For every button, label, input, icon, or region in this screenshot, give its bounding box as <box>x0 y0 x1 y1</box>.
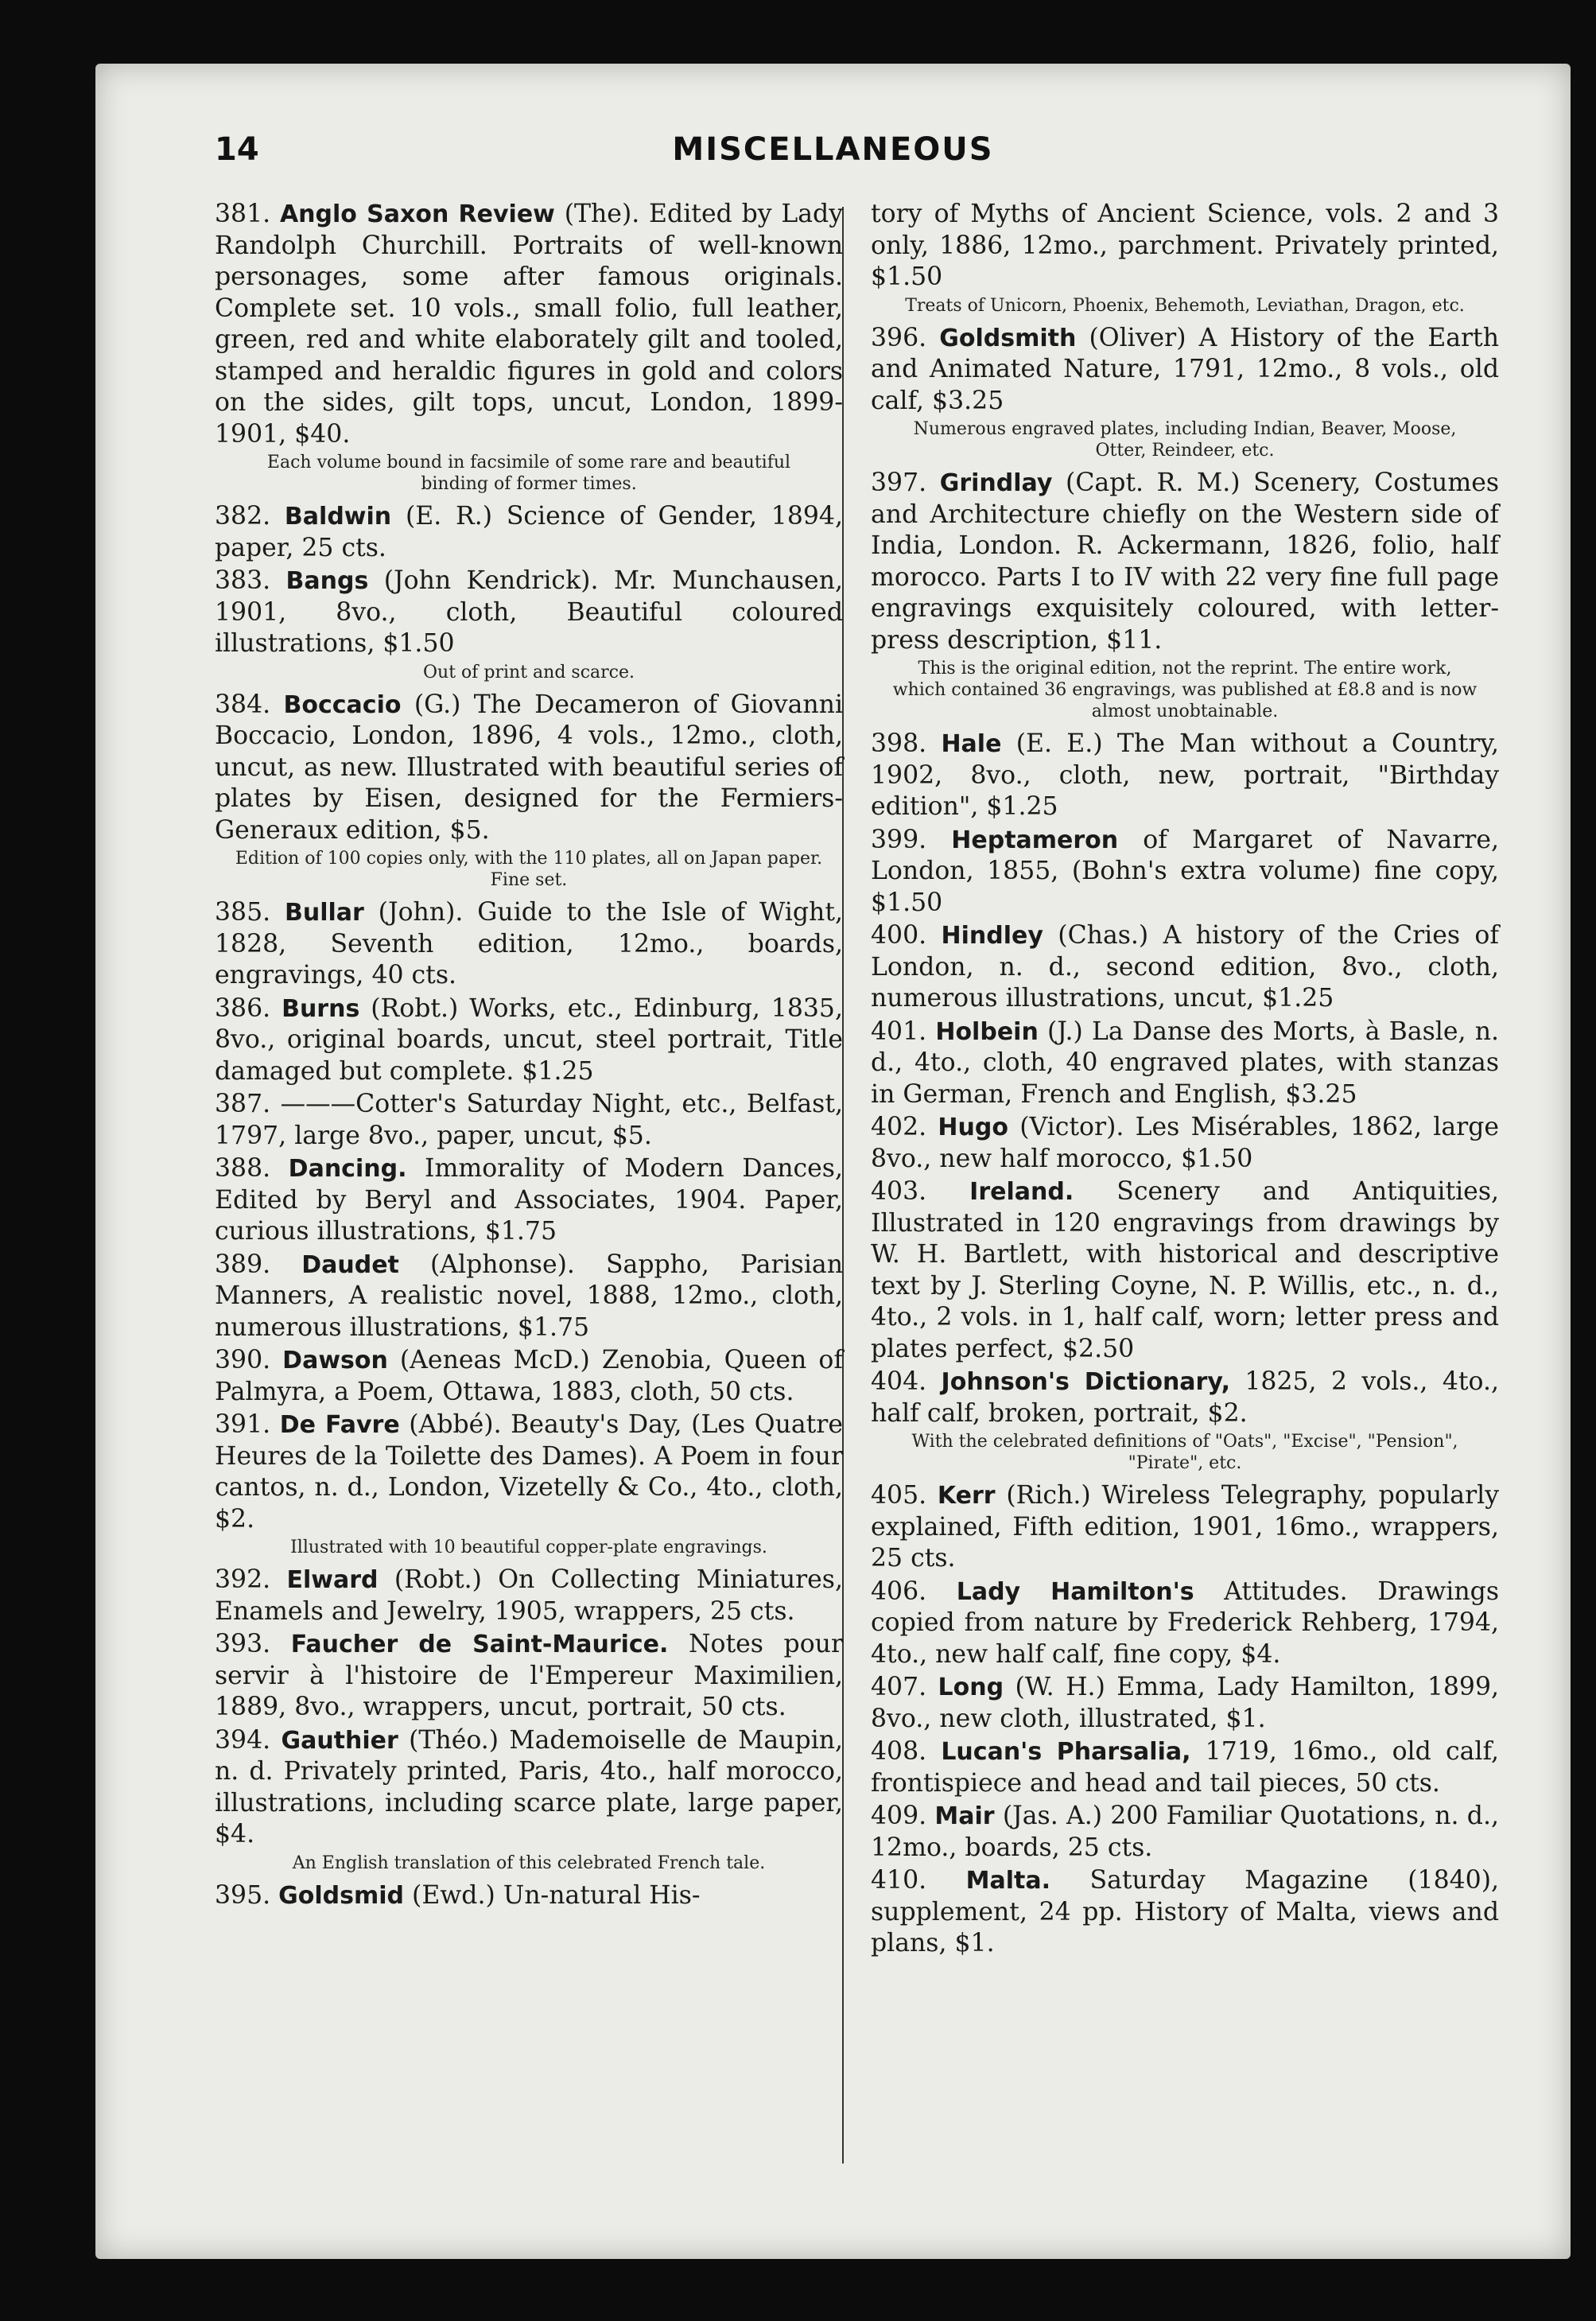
entry-number: 388. <box>215 1154 289 1183</box>
entry-number: 392. <box>215 1565 287 1594</box>
entry-number: 408. <box>871 1737 942 1766</box>
entry-number: 382. <box>215 502 285 531</box>
entry-description: (Robt.) On Collecting Miniatures, Enamels and Jewelry, 1905, wrappers, 25 cts. <box>215 1565 843 1626</box>
entry-heading: Bangs <box>285 567 369 595</box>
catalogue-entry <box>871 1480 1499 1575</box>
entry-number: 400. <box>871 921 942 950</box>
entry-description: Notes pour servir à l'histoire de l'Empereur Maximilien, 1889, 8vo., wrappers, uncut, portrait, 50 cts. <box>215 1630 843 1721</box>
entry-heading: Hugo <box>938 1114 1008 1141</box>
entry-description: (Ewd.) Un-natural His- <box>404 1880 701 1910</box>
entry-description: (Aeneas McD.) Zenobia, Queen of Palmyra, a Poem, Ottawa, 1883, cloth, 50 cts. <box>215 1346 843 1406</box>
entry-heading: Malta. <box>965 1867 1051 1895</box>
entry-heading: Anglo Saxon Review <box>279 200 555 228</box>
entry-note: Each volume bound in facsimile of some rare and beautiful binding of former times. <box>266 453 791 494</box>
catalogue-entry <box>871 1672 1499 1735</box>
entry-number: 410. <box>871 1866 966 1895</box>
catalogue-entry <box>215 501 843 564</box>
entry-description: (Chas.) A history of the Cries of London, n. d., second edition, 8vo., cloth, numerous illustrations, uncut, $1.25 <box>871 921 1499 1013</box>
catalogue-page <box>95 64 1571 2259</box>
entry-note: This is the original edition, not the reprint. The entire work, which contained 36 engravings, was published at £8.8 and is now almost unobtainable. <box>892 659 1478 721</box>
entry-description: (Alphonse). Sappho, Parisian Manners, A realistic novel, 1888, 12mo., cloth, numerous illustrations, $1.75 <box>215 1250 843 1342</box>
entry-heading: Long <box>938 1674 1004 1701</box>
entry-number: 399. <box>871 825 952 854</box>
entry-number: 405. <box>871 1481 938 1510</box>
entry-description: (Robt.) Works, etc., Edinburg, 1835, 8vo., original boards, uncut, steel portrait, Title damaged but complete. $1.25 <box>215 993 843 1086</box>
catalogue-entry <box>871 1176 1499 1365</box>
catalogue-entry <box>215 1409 843 1535</box>
entry-description: 1719, 16mo., old calf, frontispiece and head and tail pieces, 50 cts. <box>871 1737 1499 1798</box>
entry-description: (Capt. R. M.) Scenery, Costumes and Architecture chiefly on the Western side of India, London. R. Ackermann, 1826, folio, half morocco. Parts I to IV with 22 very fine full page engravings exquisitely coloured, with letter-press description, $11. <box>871 468 1500 655</box>
entry-number: 389. <box>215 1250 302 1279</box>
catalogue-entry <box>871 323 1499 418</box>
catalogue-entry <box>215 993 843 1088</box>
entry-heading: Johnson's Dictionary, <box>941 1368 1230 1396</box>
catalogue-entry <box>871 1017 1499 1111</box>
entry-number: 393. <box>215 1630 291 1658</box>
entry-number: 404. <box>871 1367 942 1396</box>
entry-number: 384. <box>215 690 284 719</box>
entry-description: of Margaret of Navarre, London, 1855, (Bohn's extra volume) fine copy, $1.50 <box>871 825 1499 917</box>
catalogue-entry <box>215 897 843 992</box>
entry-note: Out of print and scarce. <box>423 662 635 682</box>
entry-number: 407. <box>871 1673 938 1701</box>
entry-number: 387. <box>215 1090 281 1118</box>
entry-description: (E. R.) Science of Gender, 1894, paper, 25 cts. <box>215 502 843 562</box>
catalogue-entry <box>871 1112 1499 1175</box>
catalogue-entry <box>215 1565 843 1627</box>
entry-description: (Théo.) Mademoiselle de Maupin, n. d. Privately printed, Paris, 4to., half morocco, illustrations, including scarce plate, large paper, $4. <box>215 1725 843 1849</box>
catalogue-entry <box>215 1629 843 1724</box>
entry-description: ———Cotter's Saturday Night, etc., Belfast, 1797, large 8vo., paper, uncut, $5. <box>215 1090 843 1150</box>
entry-description: (John Kendrick). Mr. Munchausen, 1901, 8vo., cloth, Beautiful coloured illustrations, $1.50 <box>215 566 844 658</box>
entry-note: With the celebrated definitions of "Oats", "Excise", "Pension", "Pirate", etc. <box>911 1432 1458 1473</box>
catalogue-entry <box>871 1865 1499 1960</box>
entry-number: 386. <box>215 993 282 1023</box>
entry-note: An English translation of this celebrated French tale. <box>292 1853 766 1873</box>
entry-heading: Dawson <box>282 1347 388 1374</box>
entry-description: (Victor). Les Misérables, 1862, large 8vo., new half morocco, $1.50 <box>871 1113 1499 1173</box>
entry-number: 397. <box>871 468 940 497</box>
catalogue-entry <box>871 199 1499 294</box>
entry-number: 401. <box>871 1017 936 1046</box>
entry-description: Immorality of Modern Dances, Edited by Beryl and Associates, 1904. Paper, curious illustrations, $1.75 <box>215 1154 843 1246</box>
entry-heading: Goldsmid <box>278 1881 405 1910</box>
running-head: MISCELLANEOUS <box>672 131 994 168</box>
entry-number: 391. <box>215 1410 280 1439</box>
entry-description: Saturday Magazine (1840), supplement, 24 pp. History of Malta, views and plans, $1. <box>871 1866 1499 1957</box>
entry-description: (J.) La Danse des Morts, à Basle, n. d., 4to., cloth, 40 engraved plates, with stanzas in German, French and English, $3.25 <box>871 1017 1499 1109</box>
catalogue-entry <box>215 1153 843 1248</box>
entry-number: 403. <box>871 1177 970 1206</box>
entry-heading: Goldsmith <box>939 324 1077 352</box>
entry-heading: Hale <box>941 730 1002 758</box>
entry-note: Numerous engraved plates, including Indian, Beaver, Moose, Otter, Reindeer, etc. <box>913 419 1457 461</box>
entry-heading: Burns <box>282 994 360 1023</box>
entry-heading: Heptameron <box>951 826 1119 854</box>
entry-note: Treats of Unicorn, Phoenix, Behemoth, Leviathan, Dragon, etc. <box>905 295 1465 316</box>
catalogue-entry <box>871 468 1499 656</box>
entry-number: 409. <box>871 1802 935 1830</box>
entry-description: (W. H.) Emma, Lady Hamilton, 1899, 8vo., new cloth, illustrated, $1. <box>871 1673 1500 1733</box>
entry-description: (John). Guide to the Isle of Wight, 1828, Seventh edition, 12mo., boards, engravings, 40 cts. <box>215 898 843 989</box>
entry-description: Attitudes. Drawings copied from nature by Frederick Rehberg, 1794, 4to., new half calf, fine copy, $4. <box>871 1576 1499 1669</box>
entry-number: 396. <box>871 323 940 352</box>
catalogue-entry <box>871 1367 1499 1429</box>
entry-heading: Gauthier <box>281 1726 398 1755</box>
entry-heading: Kerr <box>937 1482 996 1510</box>
entry-description: (Abbé). Beauty's Day, (Les Quatre Heures de la Toilette des Dames). A Poem in four cantos, n. d., London, Vizetelly & Co., 4to., cloth, $2. <box>215 1410 844 1534</box>
entry-number: 390. <box>215 1346 283 1374</box>
catalogue-entry <box>871 1736 1499 1799</box>
entry-heading: Mair <box>934 1802 995 1830</box>
right-column <box>871 199 1499 1961</box>
catalogue-entry <box>871 1576 1499 1671</box>
entry-description: tory of Myths of Ancient Science, vols. 2 and 3 only, 1886, 12mo., parchment. Privately printed, $1.50 <box>871 200 1499 291</box>
entry-description: Scenery and Antiquities, Illustrated in 120 engravings from drawings by W. H. Bartlett, with historical and descriptive text by J. Sterling Coyne, N. P. Willis, etc., n. d., 4to., 2 vols. in 1, half calf, worn; letter press and plates perfect, $2.50 <box>871 1177 1499 1363</box>
entry-heading: Bullar <box>284 899 364 927</box>
entry-number: 394. <box>215 1725 282 1755</box>
catalogue-entry <box>215 199 843 450</box>
entry-heading: Dancing. <box>288 1155 407 1183</box>
catalogue-entry <box>871 729 1499 823</box>
entry-number: 381. <box>215 200 280 228</box>
entry-heading: Boccacio <box>283 690 402 719</box>
entry-heading: Elward <box>286 1566 379 1594</box>
catalogue-entry <box>215 1089 843 1152</box>
entry-description: 1825, 2 vols., 4to., half calf, broken, portrait, $2. <box>871 1367 1499 1428</box>
catalogue-entry <box>215 1725 843 1851</box>
entry-heading: Lucan's Pharsalia, <box>941 1738 1191 1766</box>
entry-heading: Hindley <box>941 922 1043 950</box>
left-column <box>215 199 843 1913</box>
entry-heading: Daudet <box>301 1250 399 1279</box>
entry-description: (The). Edited by Lady Randolph Churchill. Portraits of well-known personages, some after famous originals. Complete set. 10 vols., small folio, full leather, green, red and white elaborately gilt and tooled, stamped and heraldic figures in gold and colors on the sides, gilt tops, uncut, London, 1899-1901, $40. <box>215 200 843 449</box>
page-number: 14 <box>215 131 259 168</box>
entry-heading: De Favre <box>279 1411 400 1439</box>
entry-number: 402. <box>871 1113 938 1141</box>
entry-heading: Holbein <box>935 1017 1039 1046</box>
entry-description: (Jas. A.) 200 Familiar Quotations, n. d., 12mo., boards, 25 cts. <box>871 1802 1499 1862</box>
catalogue-entry <box>871 1801 1499 1864</box>
entry-description: (G.) The Decameron of Giovanni Boccacio, London, 1896, 4 vols., 12mo., cloth, uncut, as new. Illustrated with beautiful series of plates by Eisen, designed for the Fermiers-Generaux edition, $5. <box>215 690 844 845</box>
catalogue-entry <box>215 1345 843 1408</box>
entry-number: 398. <box>871 729 942 758</box>
entry-heading: Grindlay <box>939 469 1053 497</box>
catalogue-entry <box>871 825 1499 919</box>
entry-heading: Faucher de Saint-Maurice. <box>290 1631 669 1658</box>
entry-number: 385. <box>215 898 285 927</box>
entry-number: 406. <box>871 1576 957 1606</box>
entry-description: (Rich.) Wireless Telegraphy, popularly explained, Fifth edition, 1901, 16mo., wrappers, 25 cts. <box>871 1481 1500 1573</box>
entry-note: Edition of 100 copies only, with the 110 plates, all on Japan paper. Fine set. <box>235 849 823 890</box>
catalogue-entry <box>215 1880 843 1912</box>
entry-number: 383. <box>215 566 286 595</box>
catalogue-entry <box>871 920 1499 1015</box>
catalogue-entry <box>215 566 843 660</box>
catalogue-entry <box>215 1250 843 1344</box>
entry-description: (E. E.) The Man without a Country, 1902, 8vo., cloth, new, portrait, "Birthday edition", $1.25 <box>871 729 1499 821</box>
catalogue-entry <box>215 690 843 847</box>
entry-description: (Oliver) A History of the Earth and Animated Nature, 1791, 12mo., 8 vols., old calf, $3.25 <box>871 323 1499 415</box>
entry-note: Illustrated with 10 beautiful copper-plate engravings. <box>290 1538 767 1557</box>
entry-heading: Lady Hamilton's <box>956 1577 1194 1606</box>
entry-heading: Baldwin <box>284 503 392 531</box>
entry-heading: Ireland. <box>969 1178 1074 1206</box>
entry-number: 395. <box>215 1880 279 1910</box>
